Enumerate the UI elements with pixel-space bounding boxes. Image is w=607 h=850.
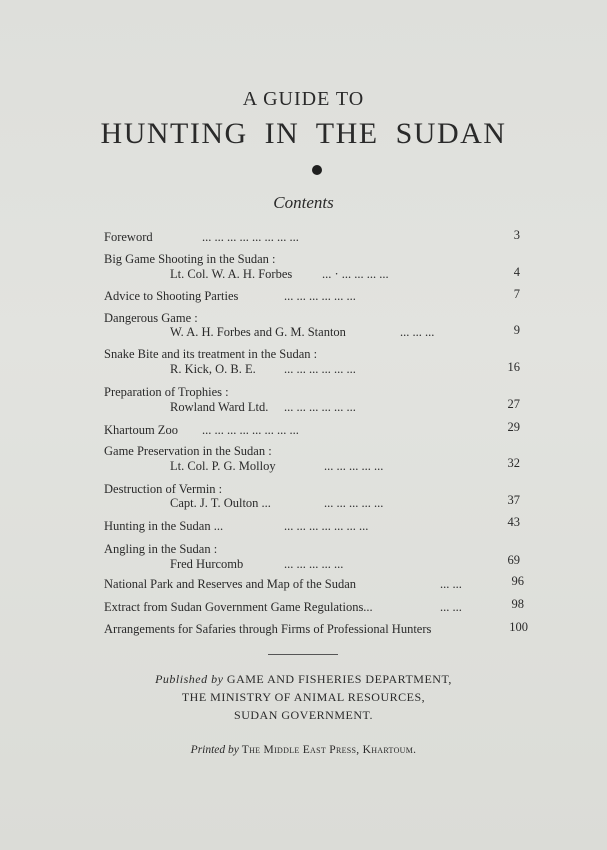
toc-page: 32 [507,456,520,470]
toc-page: 3 [513,228,520,242]
toc-author: Lt. Col. W. A. H. Forbes [170,267,293,281]
publisher-line-3: SUDAN GOVERNMENT. [234,708,373,722]
publisher-line-2: THE MINISTRY OF ANIMAL RESOURCES, [181,690,426,704]
toc-title: Foreword [104,230,153,244]
toc-leader: ... ... ... ... ... ... [284,289,356,303]
toc-leader: ... ... ... ... ... [324,496,384,510]
book-title: HUNTING IN THE SUDAN [100,117,507,150]
toc-page: 37 [507,493,520,507]
toc-leader: ... ... ... ... ... ... ... [284,519,369,533]
toc-page: 29 [507,420,520,434]
toc-title: Extract from Sudan Government Game Regulations... [104,600,373,614]
toc-page: 4 [513,265,520,279]
toc-page: 69 [507,553,520,567]
published-by-label: Published by [155,672,224,686]
printed-by-label: Printed by [190,744,239,756]
toc-leader: ... · ... ... ... ... [322,267,389,281]
toc-page: 16 [507,360,520,374]
toc-leader: ... ... ... ... ... ... ... ... [202,423,299,437]
toc-author: Rowland Ward Ltd. [170,400,269,414]
toc-title: Preparation of Trophies : [104,385,229,399]
divider-rule [268,654,338,655]
toc-title: Hunting in the Sudan ... [104,519,224,533]
contents-heading: Contents [273,193,334,212]
toc-author: Lt. Col. P. G. Molloy [170,459,276,473]
toc-page: 43 [507,515,520,529]
toc-page: 100 [509,620,528,634]
toc-leader: ... ... ... ... ... [324,459,384,473]
publisher-line-1 [0,672,607,687]
book-subtitle: A GUIDE TO [242,88,365,110]
toc-page: 7 [513,287,520,301]
toc-title: Snake Bite and its treatment in the Sudan : [104,347,318,361]
toc-page: 9 [513,323,520,337]
toc-author: W. A. H. Forbes and G. M. Stanton [170,325,346,339]
toc-title: Arrangements for Safaries through Firms of Professional Hunters [104,622,432,636]
toc-title: Destruction of Vermin : [104,482,223,496]
toc-title: Dangerous Game : [104,311,198,325]
toc-leader: ... ... [440,577,462,591]
printer-name: The Middle East Press, Khartoum. [241,744,417,756]
toc-page: 98 [511,597,524,611]
printer-line [0,744,607,756]
toc-author: R. Kick, O. B. E. [170,362,256,376]
toc-title: Big Game Shooting in the Sudan : [104,252,276,266]
toc-title: Advice to Shooting Parties [104,289,239,303]
toc-leader: ... ... ... ... ... ... [284,400,356,414]
publisher-name: GAME AND FISHERIES DEPARTMENT, [226,672,452,686]
toc-title: Game Preservation in the Sudan : [104,444,272,458]
toc-leader: ... ... ... ... ... ... ... ... [202,230,299,244]
toc-author: Capt. J. T. Oulton ... [170,496,271,510]
toc-leader: ... ... [440,600,462,614]
toc-page: 27 [507,397,520,411]
toc-title: Khartoum Zoo [104,423,178,437]
toc-title: Angling in the Sudan : [104,542,218,556]
toc-leader: ... ... ... ... ... ... [284,362,356,376]
toc-title: National Park and Reserves and Map of the Sudan [104,577,357,591]
toc-author: Fred Hurcomb [170,557,244,571]
toc-page: 96 [511,574,524,588]
toc-leader: ... ... ... [400,325,435,339]
toc-leader: ... ... ... ... ... [284,557,344,571]
